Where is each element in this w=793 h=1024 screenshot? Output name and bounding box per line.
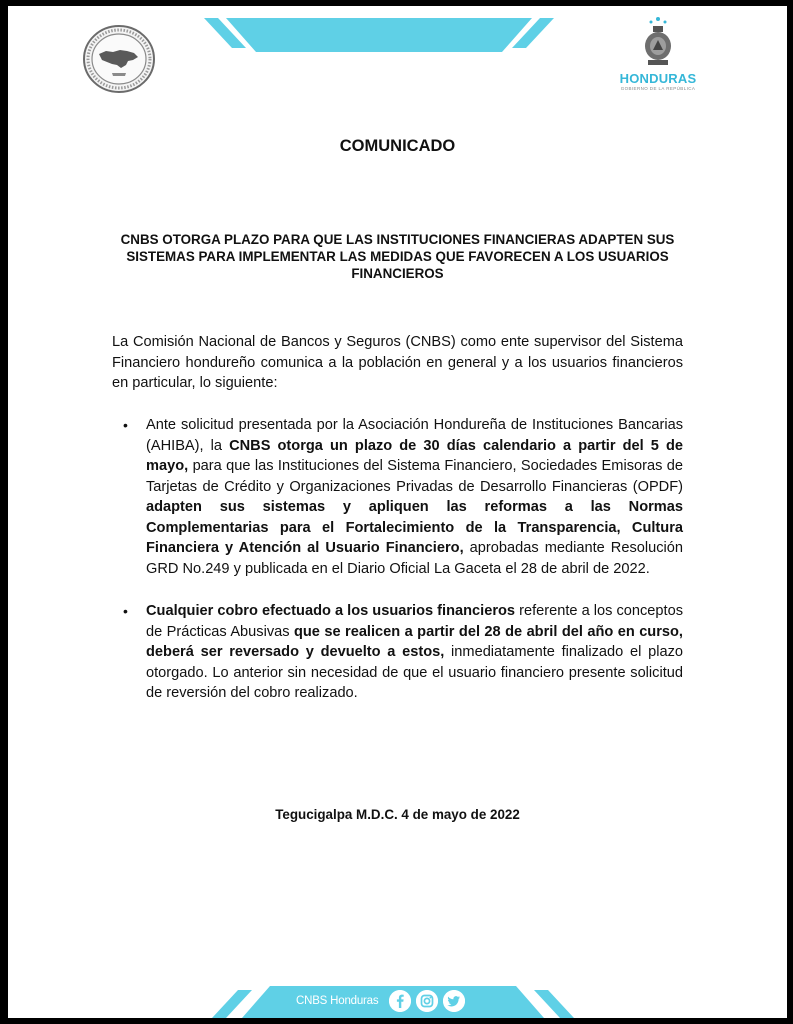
government-tagline: GOBIERNO DE LA REPÚBLICA [620,86,696,91]
honduras-government-logo [616,14,700,106]
intro-paragraph: La Comisión Nacional de Bancos y Seguros (CNBS) como ente supervisor del Sistema Financiero hondureño comunica a la población en general y a los usuarios financieros en particular, lo siguiente: [112,334,683,391]
twitter-icon[interactable] [443,990,465,1012]
cnbs-seal-icon [82,24,156,94]
bullet-list [112,415,683,704]
signoff: Tegucigalpa M.D.C. 4 de mayo de 2022 [275,807,520,822]
document-page [8,6,787,1018]
facebook-icon[interactable] [389,990,411,1012]
honduras-coat-of-arms-icon [638,14,678,72]
list-item: • Cualquier cobro efectuado a los usuarios financieros referente a los conceptos de Prácticas Abusivas que se realicen a partir del 28 de abril del año en curso, deberá ser reversado y devuelto a estos, inmediatamente finalizado el plazo otorgado. Lo anterior sin necesidad de que el usuario financiero presente solicitud de reversión del cobro realizado. [123,603,683,701]
list-item: • Ante solicitud presentada por la Asociación Hondureña de Instituciones Bancarias (AHIBA), la CNBS otorga un plazo de 30 días calendario a partir del 5 de mayo, para que las Instituciones del Sistema Financiero, Sociedades Emisoras de Tarjetas de Crédito y Organizaciones Privadas de Desarrollo Financieras (OPDF) adapten sus sistemas y apliquen las reformas a las Normas Complementarias para el Fortalecimiento de la Transparencia, Cultura Financiera y Atención al Usuario Financiero, aprobadas mediante Resolución GRD No.249 y publicada en el Diario Oficial La Gaceta el 28 de abril de 2022. [123,417,683,577]
bullet-icon: • [123,417,128,433]
bullet-icon: • [123,603,128,619]
page-title: COMUNICADO [339,137,456,155]
footer-banner [212,984,574,1018]
instagram-icon[interactable] [416,990,438,1012]
footer-label: CNBS Honduras [296,995,379,1007]
top-banner [204,18,554,56]
headline: CNBS OTORGA PLAZO PARA QUE LAS INSTITUCIONES FINANCIERAS ADAPTEN SUS SISTEMAS PARA IMPLEMENTAR LAS MEDIDAS QUE FAVORECEN A LOS USUARIOS FINANCIEROS [120,232,675,281]
honduras-name: HONDURAS [619,71,697,86]
